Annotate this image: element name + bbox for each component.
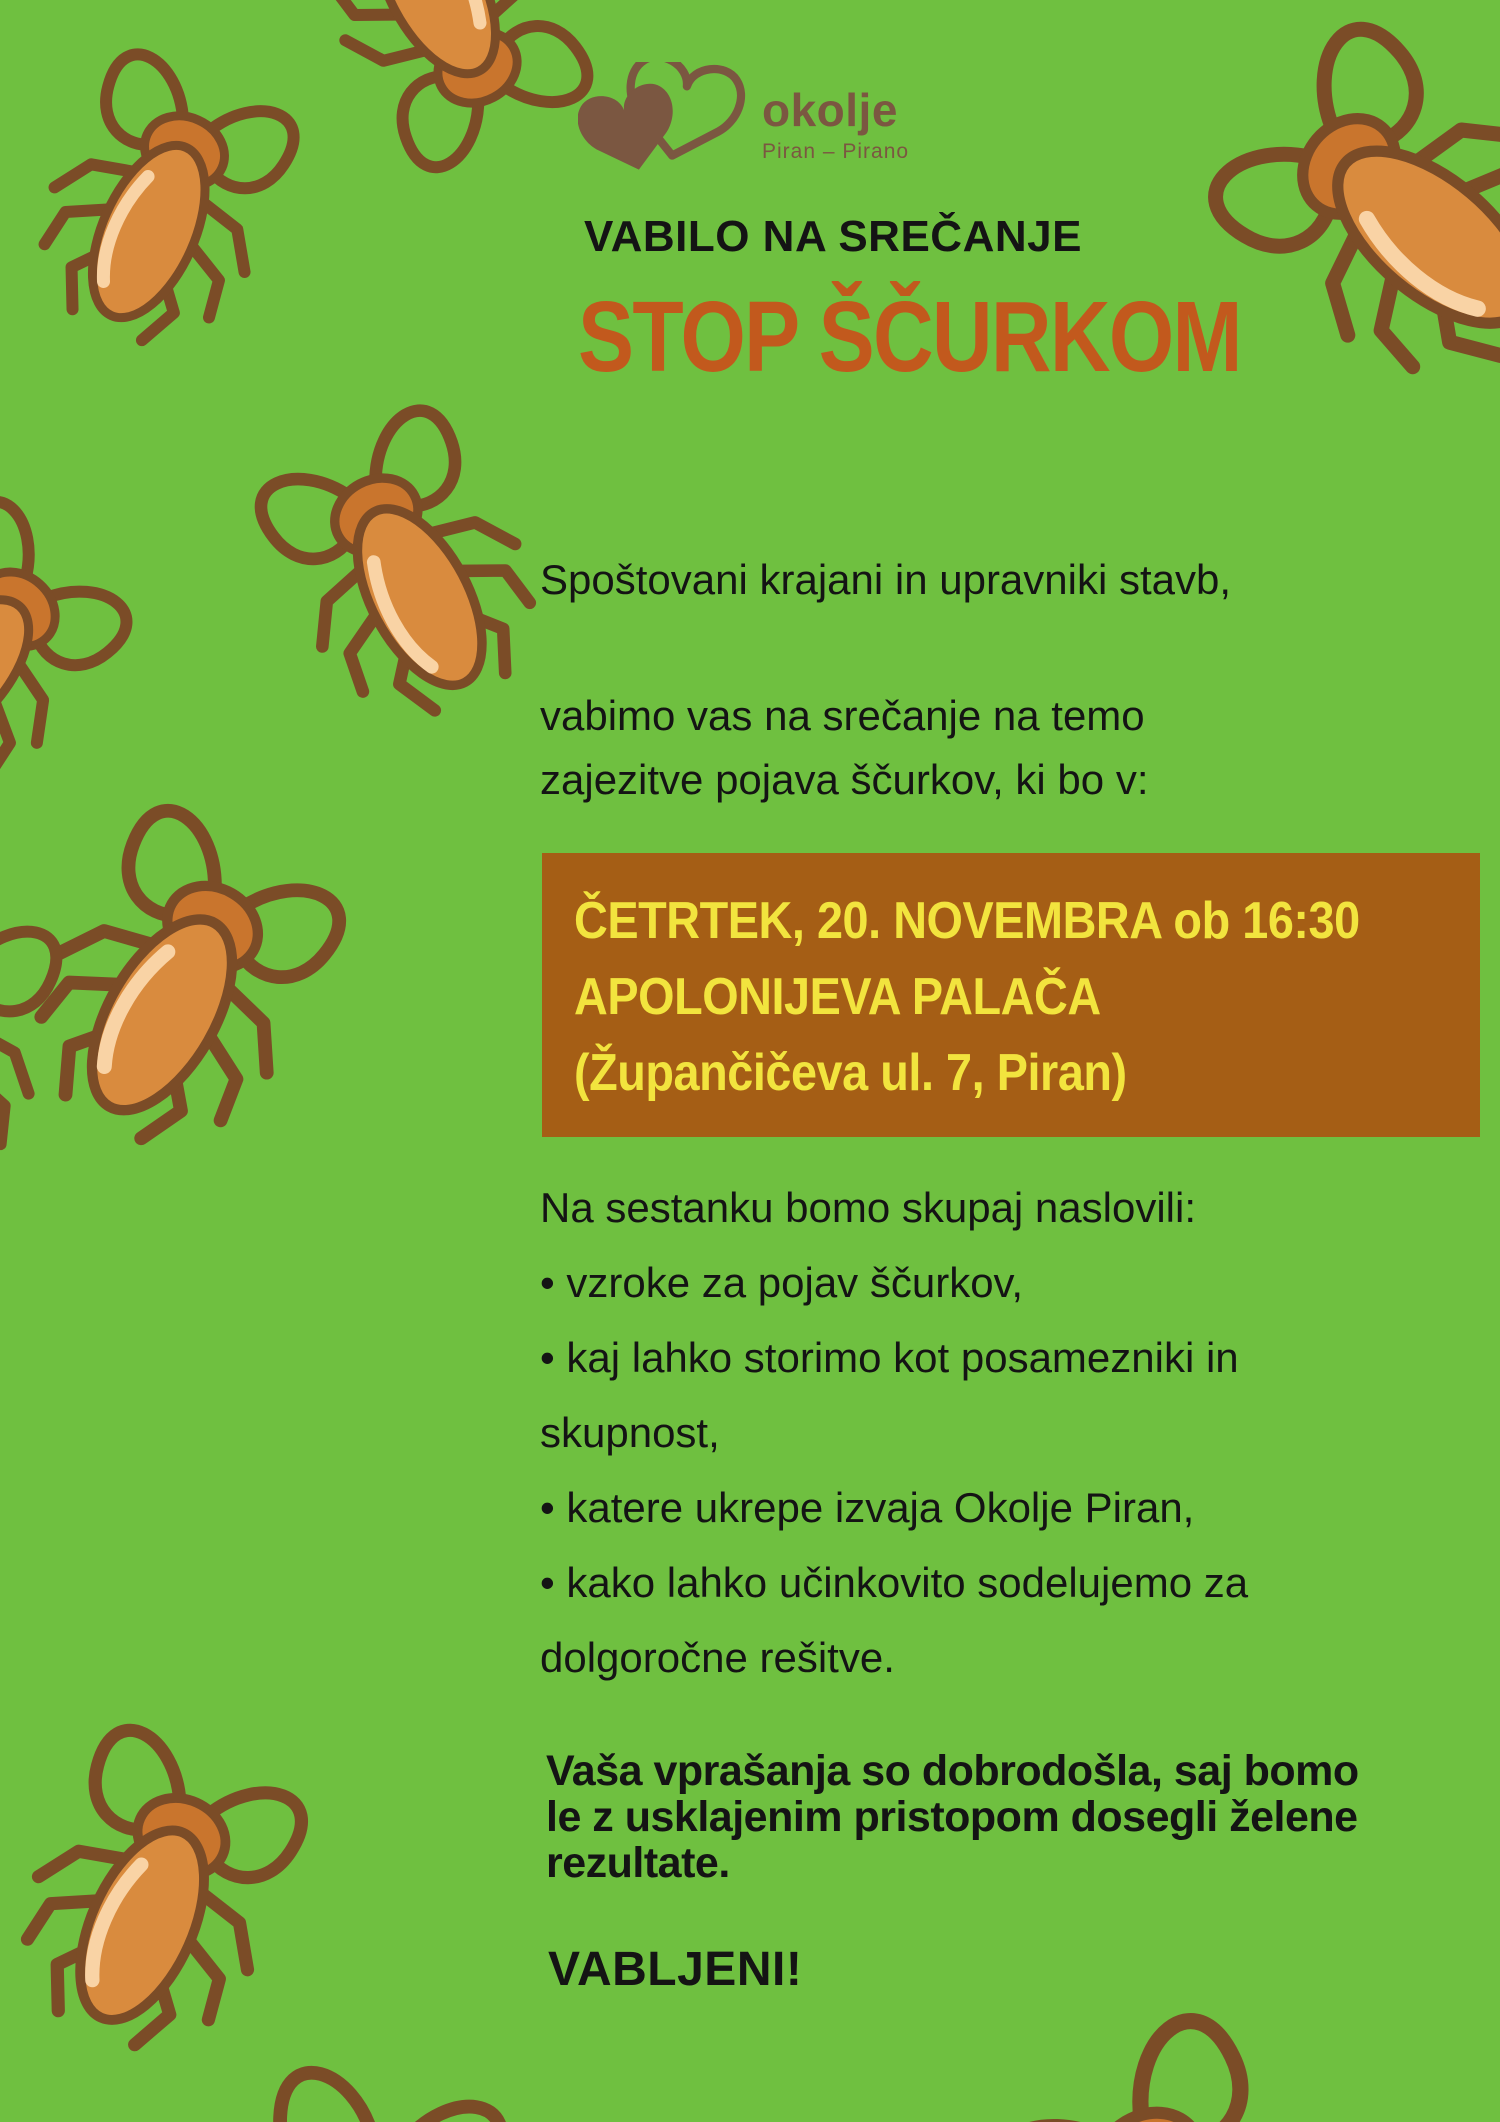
logo-subtitle: Piran – Pirano	[762, 139, 910, 163]
logo-name: okolje	[762, 83, 898, 136]
event-datetime: ČETRTEK, 20. NOVEMBRA ob 16:30	[574, 892, 1360, 950]
closing-note	[546, 1748, 1359, 1886]
closing-note-line: rezultate.	[546, 1839, 730, 1887]
agenda-item: • katere ukrepe izvaja Okolje Piran,	[540, 1484, 1195, 1531]
cta-text: VABLJENI!	[548, 1943, 803, 1996]
invite-line: zajezitve pojava ščurkov, ki bo v:	[540, 756, 1149, 803]
invitation-kicker: VABILO NA SREČANJE	[584, 212, 1082, 261]
invite-paragraph	[540, 684, 1149, 812]
event-venue: APOLONIJEVA PALAČA	[574, 968, 1101, 1026]
agenda-item: • kaj lahko storimo kot posamezniki in	[540, 1334, 1239, 1381]
closing-note-line: Vaša vprašanja so dobrodošla, saj bomo	[546, 1747, 1359, 1795]
okolje-logo	[578, 62, 909, 187]
agenda-item: • vzroke za pojav ščurkov,	[540, 1259, 1024, 1306]
agenda-item-continuation: dolgoročne rešitve.	[540, 1634, 895, 1681]
agenda-list	[540, 1170, 1248, 1695]
agenda-item-continuation: skupnost,	[540, 1409, 720, 1456]
agenda-item: • kako lahko učinkovito sodelujemo za	[540, 1559, 1249, 1606]
page-title: STOP ŠČURKOM	[578, 281, 1241, 393]
agenda-intro: Na sestanku bomo skupaj naslovili:	[540, 1184, 1197, 1231]
invite-line: vabimo vas na srečanje na temo	[540, 692, 1145, 739]
event-address: (Župančičeva ul. 7, Piran)	[574, 1044, 1127, 1102]
okolje-logo-hearts-icon	[578, 62, 748, 187]
salutation-text: Spoštovani krajani in upravniki stavb,	[540, 556, 1232, 603]
event-details-box	[542, 853, 1480, 1137]
closing-note-line: le z usklajenim pristopom dosegli želene	[546, 1793, 1358, 1841]
